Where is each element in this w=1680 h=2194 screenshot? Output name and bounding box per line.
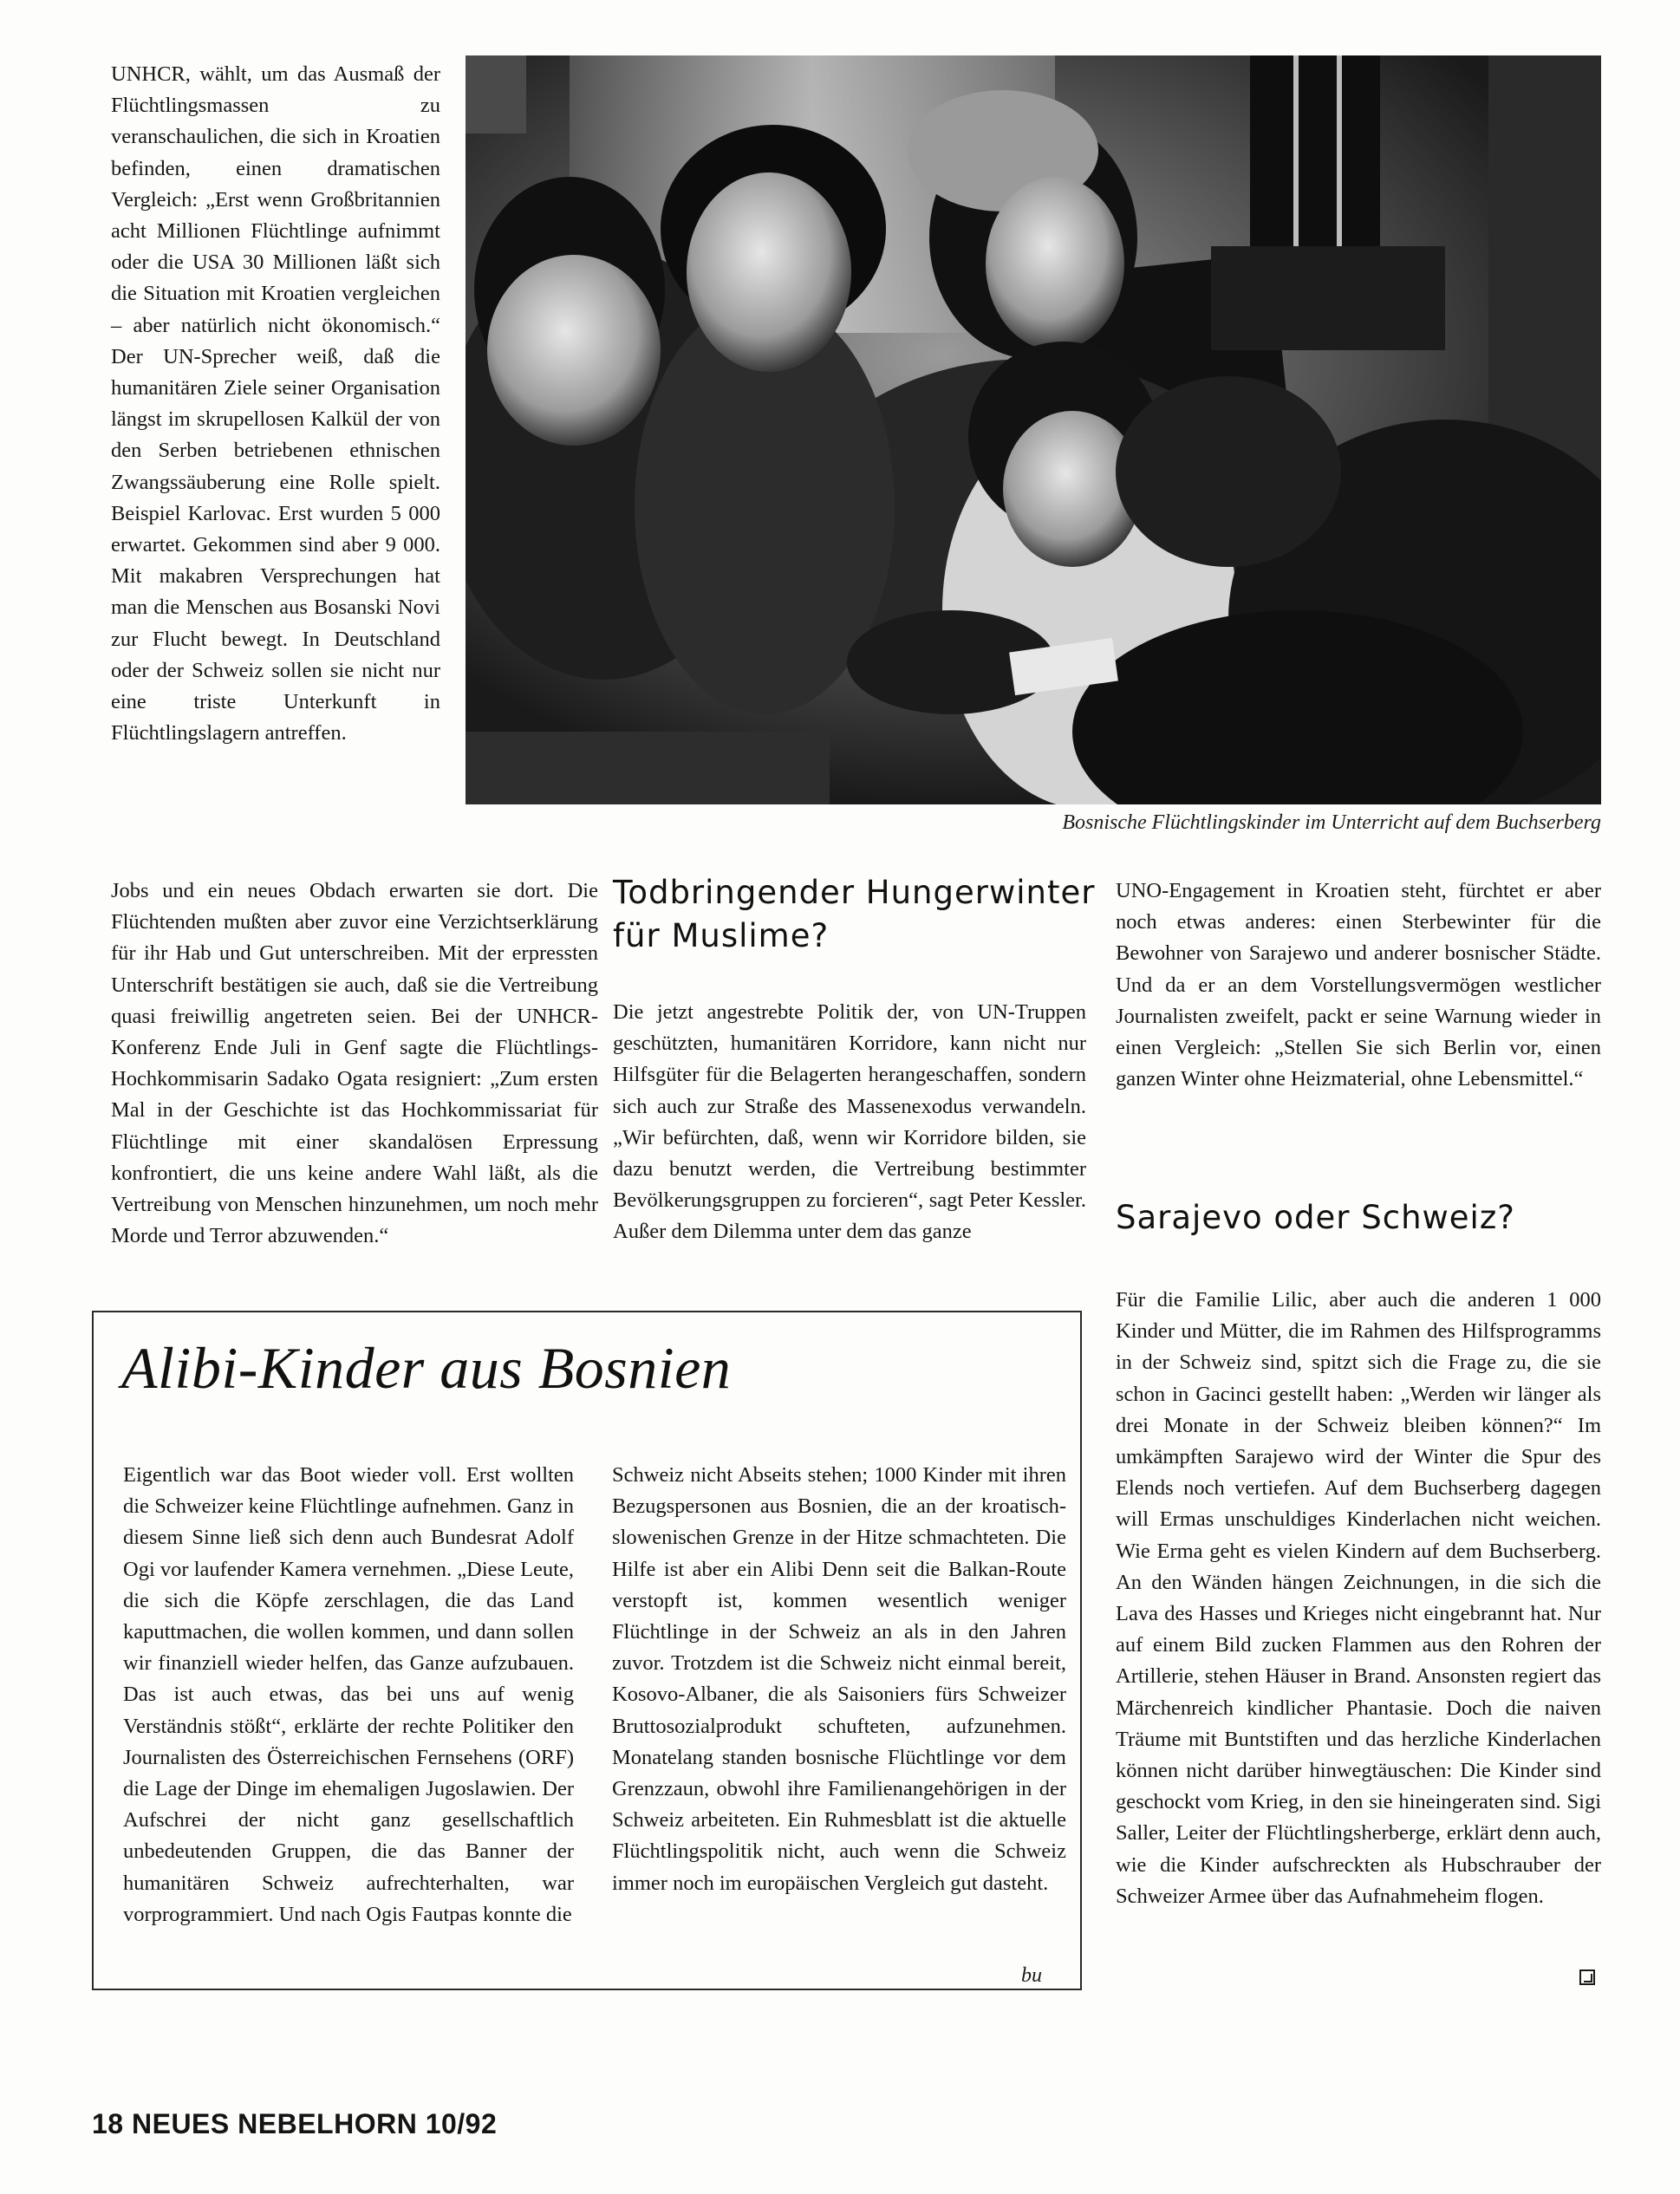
box-text-column-2: Schweiz nicht Abseits stehen; 1000 Kinder mit ihren Bezugspersonen aus Bosnien, die an der kroatisch-slowenischen Grenze in der Hitze schmachteten. Die Hilfe ist aber ein Alibi Denn seit die Balkan-Route verstopft ist, kommen wesentlich weniger Flüchtlinge in der Schweiz an als in den Jahren zuvor. Trotzdem ist die Schweiz nicht einmal bereit, Kosovo-Albaner, die als Saisoniers fürs Schweizer Bruttosozialprodukt schufteten, aufzunehmen. Monatelang standen bosnische Flüchtlinge vor dem Grenzzaun, obwohl ihre Familienangehörigen in der Schweiz arbeiteten. Ein Ruhmesblatt ist die aktuelle Flüchtlingspolitik nicht, auch wenn die Schweiz immer noch im europäischen Vergleich gut dasteht.	[612, 1463, 1066, 1895]
subheading-hunger-winter: Todbringender Hungerwinter für Muslime?	[613, 874, 1096, 954]
box-title: Alibi-Kinder aus Bosnien	[121, 1335, 732, 1401]
article-text-right-top: UNO-Engagement in Kroatien steht, fürchtet er aber noch etwas anderes: einen Sterbewinter für die Bewohner von Sarajewo und anderer bosnischer Städte. Und da er an dem Vorstellungsvermögen westlicher Journalisten zweifelt, packt er seine Warnung wieder in einen Vergleich: „Stellen Sie sich Berlin vor, einen ganzen Winter ohne Heizmaterial, ohne Lebensmittel.“	[1116, 879, 1601, 1091]
end-of-article-icon	[1579, 1969, 1595, 1985]
page-footer: 18 NEUES NEBELHORN 10/92	[92, 2108, 498, 2139]
photo-refugee-children	[466, 55, 1601, 804]
article-text-middle: Die jetzt angestrebte Politik der, von UN-Truppen geschützten, humanitären Korridore, kann nicht nur Hilfsgüter für die Belagerten herangeschaffen, sondern sich auch zur Straße des Massenexodus verwandeln. „Wir befürchten, daß, wenn wir Korridore bilden, sie dazu benutzt werden, die Vertreibung bestimmter Bevölkerungsgruppen zu forcieren“, sagt Peter Kessler. Außer dem Dilemma unter dem das ganze	[613, 1000, 1086, 1244]
article-text-top-left-continued: Jobs und ein neues Obdach erwarten sie dort. Die Flüchtenden mußten aber zuvor eine Verzichtserklärung für ihr Hab und Gut unterschreiben. Mit der erpressten Unterschrift bestätigen sie auch, daß sie die Vertreibung quasi freiwillig angetreten seien. Bei der UNHCR-Konferenz Ende Juli in Genf sagte die Flüchtlings-Hochkommisarin Sadako Ogata resigniert: „Zum ersten Mal in der Geschichte ist das Hochkommissariat für Flüchtlinge mit einer skandalösen Erpressung konfrontiert, die uns keine andere Wahl läßt, als die Vertreibung von Menschen hinzunehmen, um noch mehr Morde und Terror abzuwenden.“	[111, 879, 598, 1248]
article-text-top-left: UNHCR, wählt, um das Ausmaß der Flüchtlingsmassen zu veranschaulichen, die sich in Kroatien befinden, einen dramatischen Vergleich: „Erst wenn Großbritannien acht Millionen Flüchtlinge aufnimmt oder die USA 30 Millionen läßt sich die Situation mit Kroatien vergleichen – aber natürlich nicht ökonomisch.“ Der UN-Sprecher weiß, daß die humanitären Ziele seiner Organisation längst im skrupellosen Kalkül der von den Serben betriebenen ethnischen Zwangssäuberung eine Rolle spielt. Beispiel Karlovac. Erst wurden 5 000 erwartet. Gekommen sind aber 9 000. Mit makabren Versprechungen hat man die Menschen aus Bosanski Novi zur Flucht bewegt. In Deutschland oder der Schweiz sollen sie nicht nur eine triste Unterkunft in Flüchtlingslagern antreffen.	[111, 62, 440, 745]
photo-caption: Bosnische Flüchtlingskinder im Unterricht auf dem Buchserberg	[1062, 811, 1601, 834]
box-byline: bu	[1021, 1964, 1042, 1987]
sidebar-box	[92, 1311, 1082, 1990]
photo-image	[466, 55, 1601, 804]
subheading-sarajevo-or-switzerland: Sarajevo oder Schweiz?	[1116, 1199, 1515, 1236]
article-text-right-bottom: Für die Familie Lilic, aber auch die anderen 1 000 Kinder und Mütter, die im Rahmen des Hilfsprogramms in der Schweiz sind, spitzt sich die Frage zu, die sie schon in Gacinci gestellt haben: „Werden wir länger als drei Monate in der Schweiz bleiben können?“ Im umkämpften Sarajewo wird der Winter die Spur des Elends noch vertiefen. Auf dem Buchserberg dagegen will Ermas unschuldiges Kinderlachen nicht weichen. Wie Erma geht es vielen Kindern auf dem Buchserberg. An den Wänden hängen Zeichnungen, in die sich die Lava des Hasses und Krieges nicht eingebrannt hat. Nur auf einem Bild zucken Flammen aus den Rohren der Artillerie, stehen Häuser in Brand. Ansonsten regiert das Märchenreich kindlicher Phantasie. Doch die naiven Träume mit Buntstiften und das herzliche Kinderlachen können nicht darüber hinwegtäuschen: Die Kinder sind geschockt vom Krieg, in den sie hineingeraten sind. Sigi Saller, Leiter der Flüchtlingsherberge, erklärt denn auch, wie die Kinder aufschreckten als Hubschrauber der Schweizer Armee über das Aufnahmeheim flogen.	[1116, 1288, 1601, 1908]
box-text-column-1: Eigentlich war das Boot wieder voll. Erst wollten die Schweizer keine Flüchtlinge aufnehmen. Ganz in diesem Sinne ließ sich denn auch Bundesrat Adolf Ogi vor laufender Kamera vernehmen. „Diese Leute, die sich die Köpfe zerschlagen, die das Land kaputtmachen, die wollen kommen, und dann sollen wir finanziell wieder helfen, das Ganze aufzubauen. Das ist auch etwas, das bei uns auf wenig Verständnis stößt“, erklärte der rechte Politiker den Journalisten des Österreichischen Fernsehens (ORF) die Lage der Dinge im ehemaligen Jugoslawien. Der Aufschrei der nicht ganz gesellschaftlich unbedeutenden Gruppen, die das Banner der humanitären Schweiz aufrechterhalten, war vorprogrammiert. Und nach Ogis Fautpas konnte die	[123, 1463, 574, 1926]
